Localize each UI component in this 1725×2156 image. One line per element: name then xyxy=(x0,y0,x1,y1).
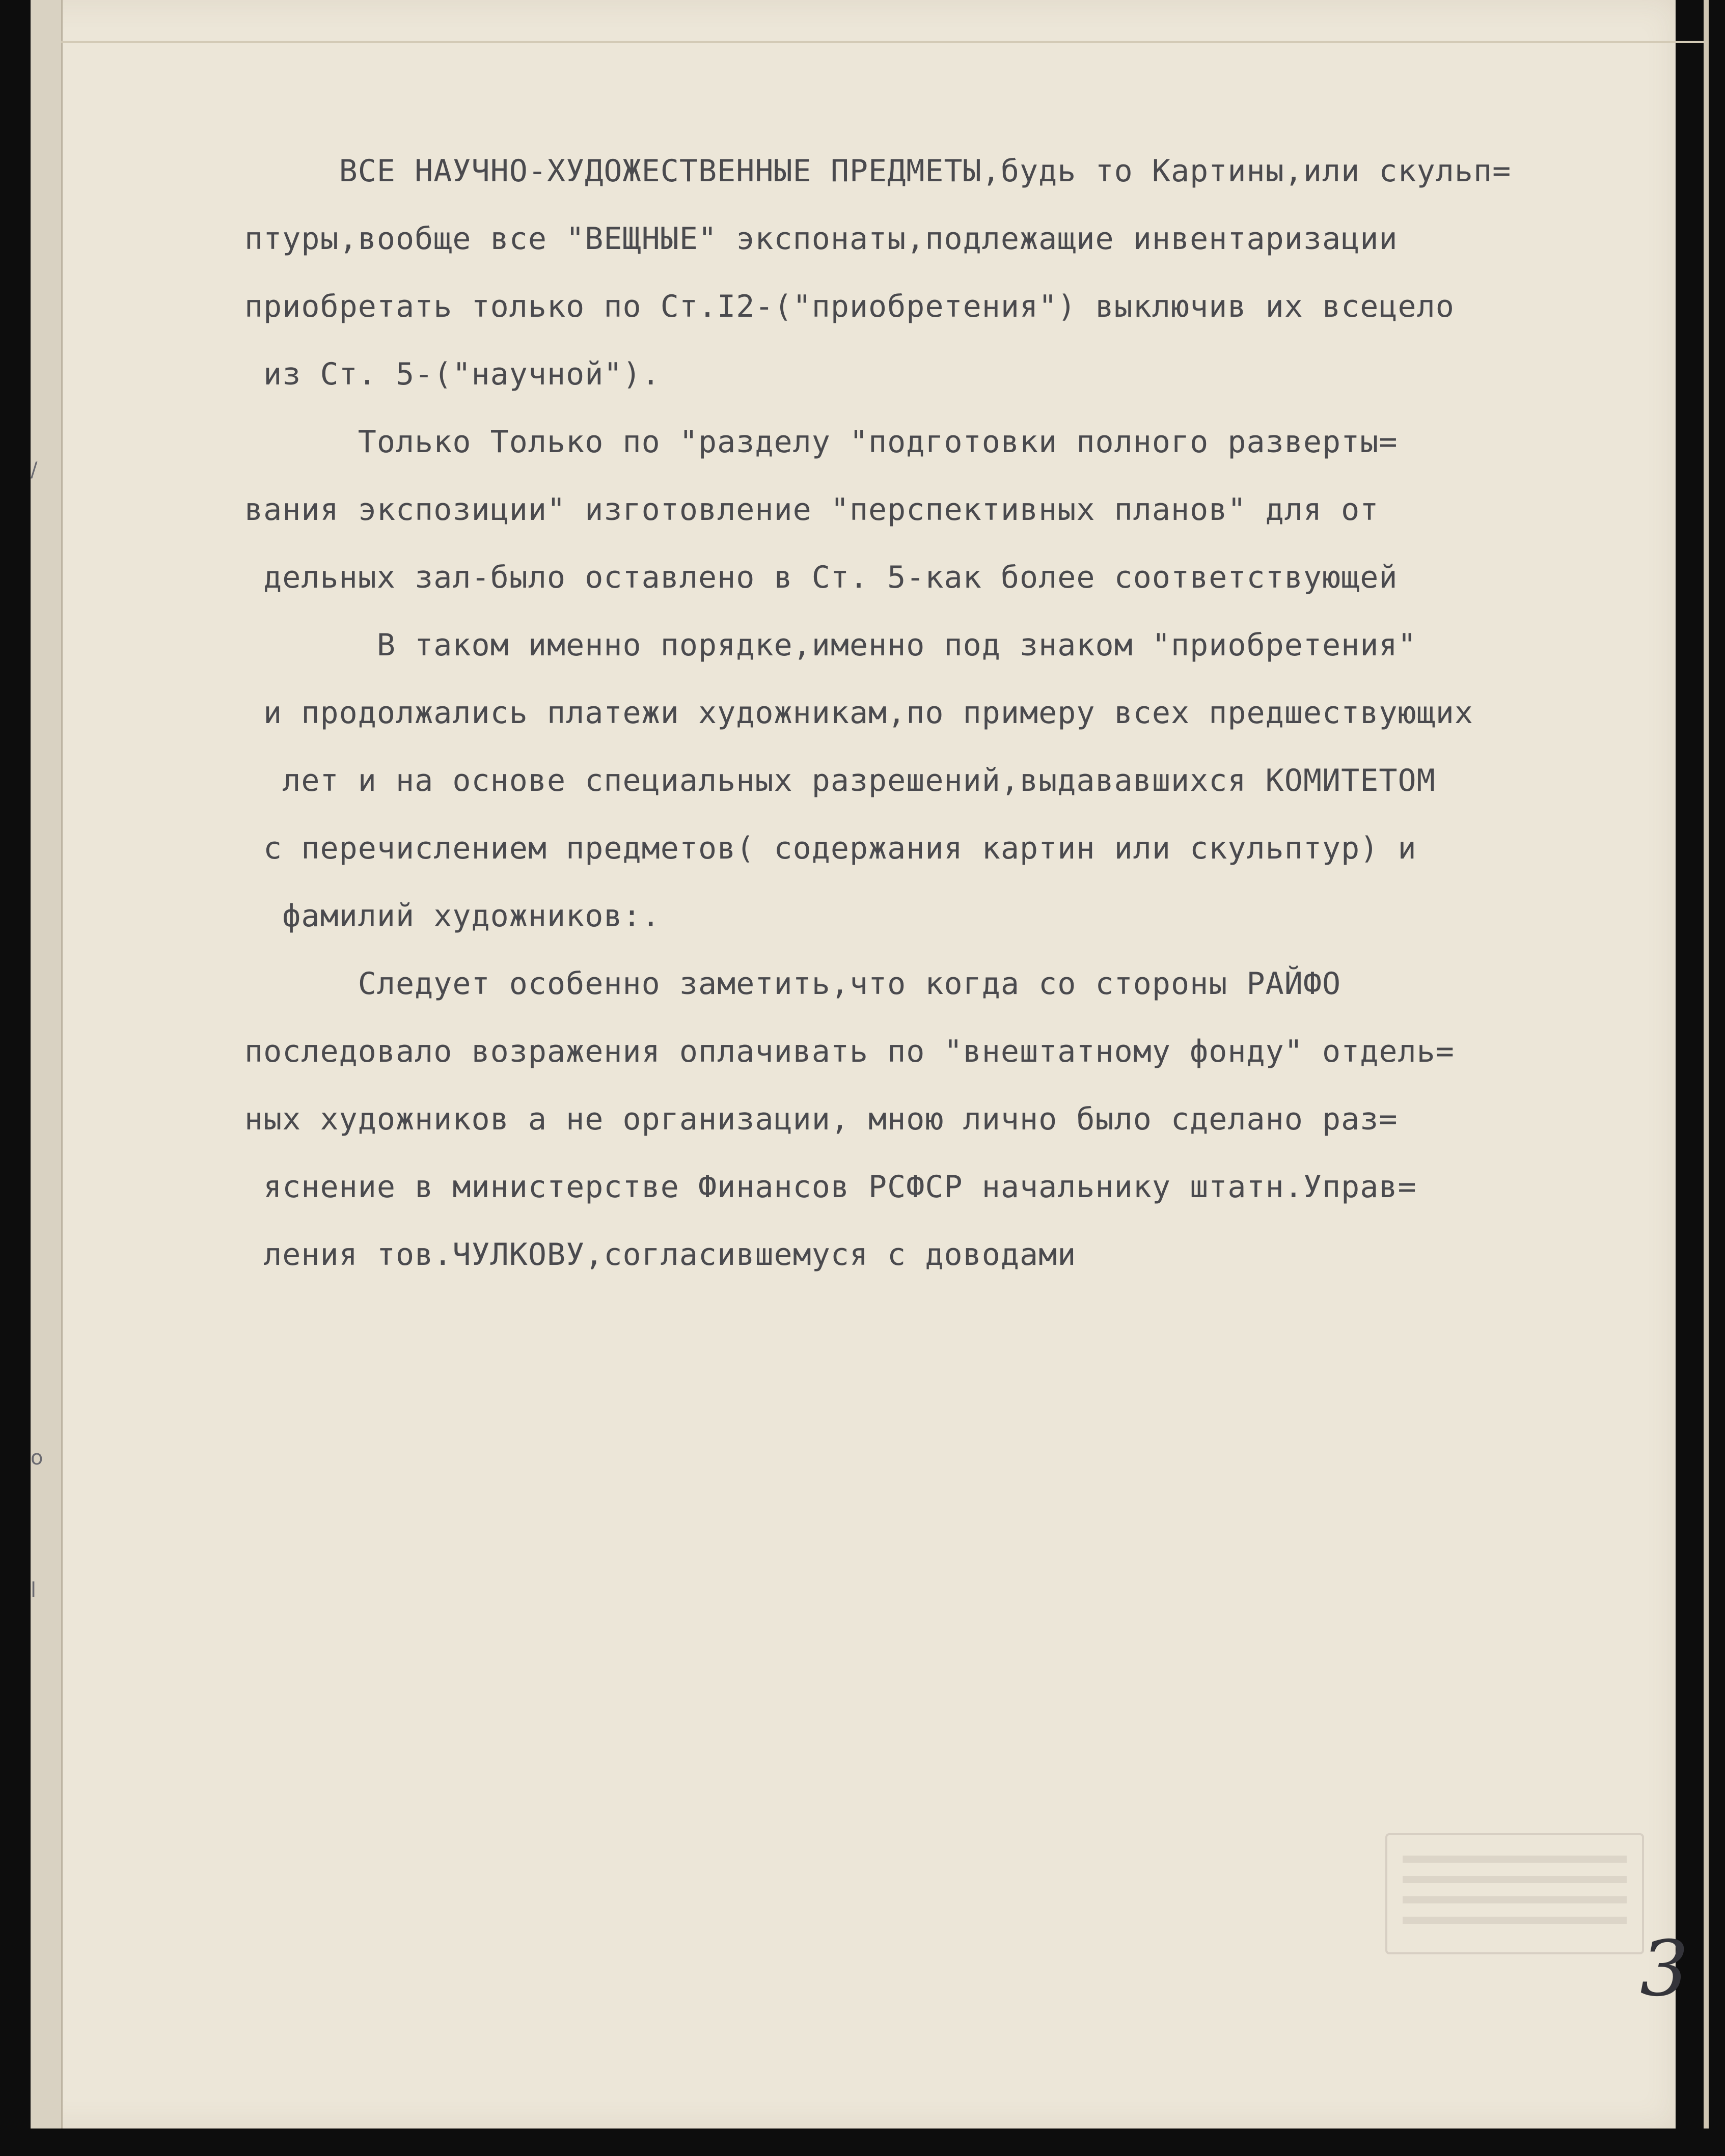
top-fold-line xyxy=(61,41,1706,43)
text-line: лет и на основе специальных разрешений,выдававшихся КОМИТЕТОМ xyxy=(244,763,1436,798)
text-line: и продолжались платежи художникам,по примеру всех предшествующих xyxy=(244,695,1473,731)
text-line: последовало возражения оплачивать по "внештатному фонду" отдель= xyxy=(244,1034,1455,1069)
stamp-line xyxy=(1403,1896,1627,1903)
stamp-line xyxy=(1403,1876,1627,1883)
typed-text-body xyxy=(244,137,1671,1289)
margin-mark: / xyxy=(31,458,38,482)
text-line: Следует особенно заметить,что когда со стороны РАЙФО xyxy=(244,966,1341,1002)
text-line: вания экспозиции" изготовление "перспективных планов" для от xyxy=(244,492,1379,528)
paper-sheet xyxy=(31,0,1689,2129)
text-line: ных художников а не организации, мною лично было сделано раз= xyxy=(244,1101,1398,1137)
text-line: В таком именно порядке,именно под знаком "приобретения" xyxy=(244,627,1417,663)
text-line: дельных зал-было оставлено в Ст. 5-как более соответствующей xyxy=(244,560,1398,595)
right-paper-edge xyxy=(1704,0,1709,2129)
handwritten-page-number: 3 xyxy=(1640,1925,1689,2013)
text-line: ВСЕ НАУЧНО-ХУДОЖЕСТВЕННЫЕ ПРЕДМЕТЫ,будь то Картины,или скульп= xyxy=(244,153,1512,189)
text-line: приобретать только по Ст.I2-("приобретения") выключив их всецело xyxy=(244,289,1455,324)
text-line: фамилий художников:. xyxy=(244,898,661,934)
margin-mark: l xyxy=(31,1579,37,1602)
text-line: Только Только по "разделу "подготовки полного разверты= xyxy=(244,424,1398,460)
text-line: ления тов.ЧУЛКОВУ,согласившемуся с доводами xyxy=(244,1237,1077,1273)
text-line: яснение в министерстве Финансов РСФСР начальнику штатн.Управ= xyxy=(244,1169,1417,1205)
faded-archive-stamp xyxy=(1385,1833,1644,1954)
text-line: птуры,вообще все "ВЕЩНЫЕ" экспонаты,подлежащие инвентаризации xyxy=(244,221,1398,257)
stamp-line xyxy=(1403,1917,1627,1924)
binding-edge xyxy=(31,0,63,2129)
text-line: из Ст. 5-("научной"). xyxy=(244,356,661,392)
stamp-line xyxy=(1403,1856,1627,1863)
text-line: с перечислением предметов( содержания картин или скульптур) и xyxy=(244,831,1417,866)
margin-mark: o xyxy=(31,1446,43,1470)
